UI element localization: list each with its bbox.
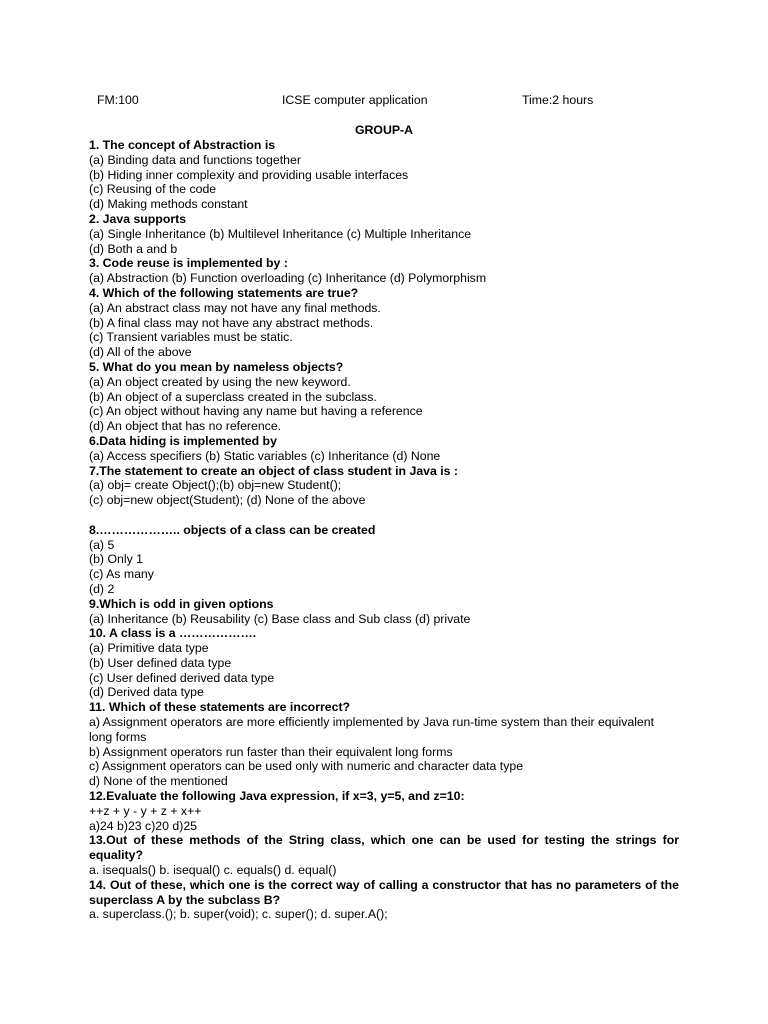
time-allowed: Time:2 hours (522, 93, 594, 107)
question-text: 6.Data hiding is implemented by (89, 433, 277, 448)
option-text: (a) Inheritance (b) Reusability (c) Base class and Sub class (d) private (89, 611, 471, 626)
option-text: (a) Binding data and functions together (89, 152, 301, 167)
question-text: 5. What do you mean by nameless objects? (89, 359, 344, 374)
option-text: a. isequals() b. isequal() c. equals() d. equal() (89, 863, 337, 878)
spacer (89, 508, 679, 523)
option-text: (a) Single Inheritance (b) Multilevel Inheritance (c) Multiple Inheritance (89, 226, 472, 241)
option-text: (a) obj= create Object();(b) obj=new Student(); (89, 478, 342, 493)
option-text: (a) An object created by using the new keyword. (89, 374, 351, 389)
question-text: 11. Which of these statements are incorrect? (89, 700, 351, 715)
option-text: (c) An object without having any name but having a reference (89, 404, 423, 419)
option-text: (b) User defined data type (89, 655, 232, 670)
option-text: (b) Hiding inner complexity and providing usable interfaces (89, 167, 409, 182)
full-marks: FM:100 (97, 93, 139, 107)
option-text: (d) 2 (89, 581, 115, 596)
question-text: 13.Out of these methods of the String class, which one can be used for testing the strings for equality? (89, 833, 679, 863)
option-text: (c) Transient variables must be static. (89, 330, 293, 345)
option-text: a) Assignment operators are more efficiently implemented by Java run-time system than their equivalent long forms (89, 715, 655, 744)
group-heading: GROUP-A (354, 123, 414, 137)
question-text: 3. Code reuse is implemented by : (89, 256, 288, 271)
option-text: (b) An object of a superclass created in the subclass. (89, 389, 377, 404)
option-text: d) None of the mentioned (89, 774, 228, 789)
question-text: 12.Evaluate the following Java expression, if x=3, y=5, and z=10: (89, 789, 465, 804)
option-text: (a) Access specifiers (b) Static variables (c) Inheritance (d) None (89, 448, 441, 463)
option-text: a)24 b)23 c)20 d)25 (89, 818, 198, 833)
option-text: (a) Primitive data type (89, 641, 209, 656)
option-text: a. superclass.(); b. super(void); c. super(); d. super.A(); (89, 907, 388, 922)
option-text: (a) Abstraction (b) Function overloading (c) Inheritance (d) Polymorphism (89, 271, 487, 286)
option-text: ++z + y - y + z + x++ (89, 803, 202, 818)
option-text: (b) Only 1 (89, 552, 143, 567)
question-text: 7.The statement to create an object of class student in Java is : (89, 463, 459, 478)
option-text: (d) Derived data type (89, 685, 204, 700)
question-text: 1. The concept of Abstraction is (89, 138, 276, 152)
option-text: c) Assignment operators can be used only with numeric and character data type (89, 759, 524, 774)
option-text: (c) As many (89, 567, 154, 582)
option-text: (a) An abstract class may not have any final methods. (89, 300, 381, 315)
question-text: 14. Out of these, which one is the correct way of calling a constructor that has no parameters of the superclass A by the subclass B? (89, 877, 679, 907)
question-text: 10. A class is a ………………. (89, 626, 257, 641)
option-text: (d) Both a and b (89, 241, 178, 256)
question-text: 2. Java supports (89, 211, 187, 226)
option-text: (c) Reusing of the code (89, 182, 217, 197)
option-text: (d) An object that has no reference. (89, 419, 282, 434)
questions-body (89, 138, 679, 922)
question-text: 4. Which of the following statements are true? (89, 285, 359, 300)
option-text: (d) Making methods constant (89, 197, 248, 212)
option-text: (d) All of the above (89, 345, 192, 360)
option-text: (c) obj=new object(Student); (d) None of the above (89, 493, 366, 508)
option-text: (a) 5 (89, 537, 115, 552)
question-text: 8.……………….. objects of a class can be created (89, 522, 376, 537)
question-text: 9.Which is odd in given options (89, 596, 274, 611)
option-text: b) Assignment operators run faster than their equivalent long forms (89, 744, 453, 759)
paper-title: ICSE computer application (282, 93, 428, 107)
option-text: (c) User defined derived data type (89, 670, 275, 685)
option-text: (b) A final class may not have any abstract methods. (89, 315, 374, 330)
